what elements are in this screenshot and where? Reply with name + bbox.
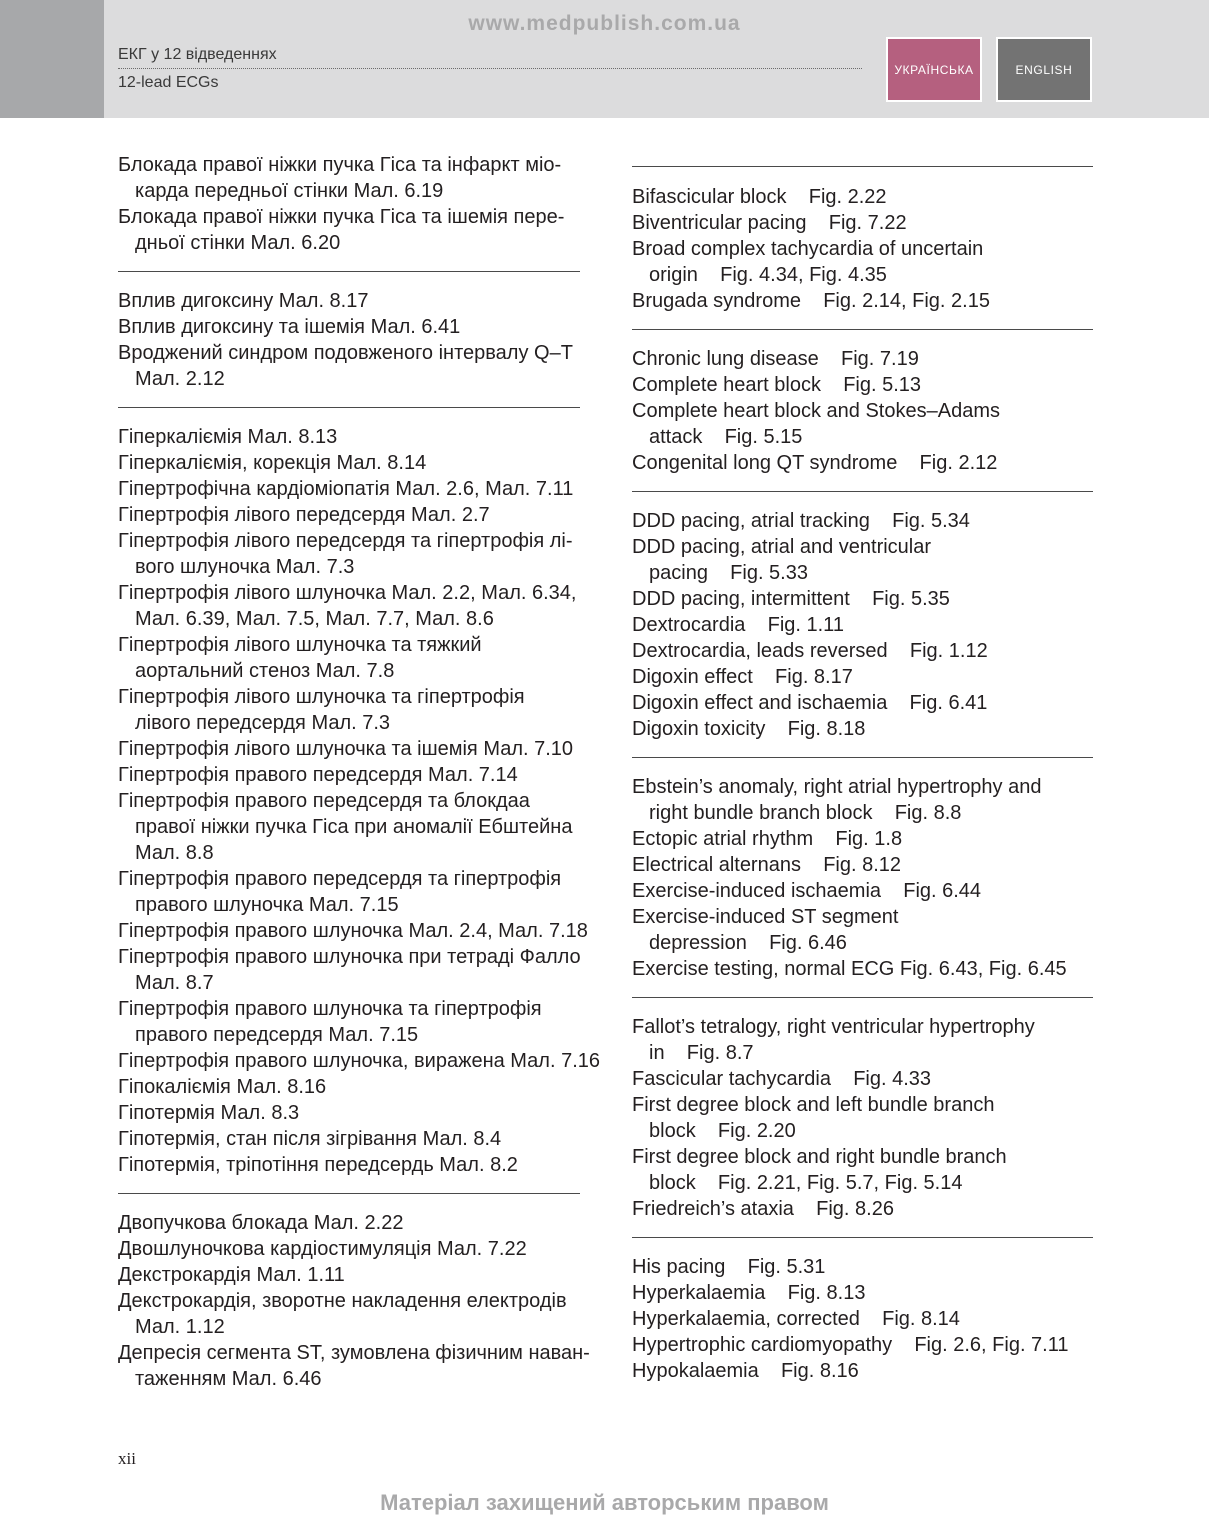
index-entry: Гіпертрофія лівого шлуночка Мал. 2.2, Мал. 6.34, Мал. 6.39, Мал. 7.5, Мал. 7.7, Мал. 8.6 [118,582,577,630]
index-entry: Гіпертрофія правого передсердя Мал. 7.14 [118,764,518,786]
index-entry: First degree block and right bundle branch block Fig. 2.21, Fig. 5.7, Fig. 5.14 [632,1146,1007,1194]
index-entry: Complete heart block and Stokes–Adams attack Fig. 5.15 [632,400,1000,448]
index-entry: Гіпертрофія правого шлуночка Мал. 2.4, Мал. 7.18 [118,920,588,942]
index-group [632,1254,1093,1384]
index-entry: Декстрокардія Мал. 1.11 [118,1264,345,1286]
index-entry: Декстрокардія, зворотне накладення електродів Мал. 1.12 [118,1290,567,1338]
index-entry: Гіпертрофія правого передсердя та гіпертрофія правого шлуночка Мал. 7.15 [118,868,562,916]
index-entry: Bifascicular block Fig. 2.22 [632,186,887,208]
index-entry: Блокада правої ніжки пучка Гіса та інфаркт міо- карда передньої стінки Мал. 6.19 [118,154,562,202]
index-group [118,424,601,1178]
index-entry: Ebstein’s anomaly, right atrial hypertrophy and right bundle branch block Fig. 8.8 [632,776,1042,824]
index-entry: Вроджений синдром подовженого інтервалу Q–T Мал. 2.12 [118,342,573,390]
index-entry: DDD pacing, atrial and ventricular pacing Fig. 5.33 [632,536,932,584]
index-group-divider [632,491,1093,492]
index-entry: Exercise testing, normal ECG Fig. 6.43, Fig. 6.45 [632,958,1067,980]
index-entry: Digoxin effect and ischaemia Fig. 6.41 [632,692,988,714]
index-group-divider [118,1193,580,1194]
index-entry: Депресія сегмента ST, зумовлена фізичним наван- таженням Мал. 6.46 [118,1342,590,1390]
index-entry: Dextrocardia, leads reversed Fig. 1.12 [632,640,988,662]
language-tab-english[interactable]: ENGLISH [996,37,1092,102]
index-entry: Digoxin toxicity Fig. 8.18 [632,718,866,740]
index-entry: DDD pacing, intermittent Fig. 5.35 [632,588,950,610]
index-entry: Broad complex tachycardia of uncertain origin Fig. 4.34, Fig. 4.35 [632,238,984,286]
index-entry: Гіпертрофія лівого передсердя та гіпертрофія лі- вого шлуночка Мал. 7.3 [118,530,573,578]
index-column-english [632,166,1093,1384]
index-entry: Гіперкаліємія Мал. 8.13 [118,426,338,448]
index-entry: Hyperkalaemia, corrected Fig. 8.14 [632,1308,960,1330]
index-group [118,1210,590,1392]
index-entry: Гіпотермія, тріпотіння передсердь Мал. 8.2 [118,1154,518,1176]
index-entry: Fascicular tachycardia Fig. 4.33 [632,1068,932,1090]
index-entry: Hypertrophic cardiomyopathy Fig. 2.6, Fig. 7.11 [632,1334,1069,1356]
index-entry: Двопучкова блокада Мал. 2.22 [118,1212,404,1234]
copyright-watermark: Матеріал захищений авторським правом [380,1490,829,1515]
index-entry: Гіпертрофічна кардіоміопатія Мал. 2.6, Мал. 7.11 [118,478,574,500]
index-entry: Ectopic atrial rhythm Fig. 1.8 [632,828,903,850]
index-entry: Dextrocardia Fig. 1.11 [632,614,844,636]
index-entry: Fallot’s tetralogy, right ventricular hypertrophy in Fig. 8.7 [632,1016,1035,1064]
index-entry: Congenital long QT syndrome Fig. 2.12 [632,452,998,474]
index-entry: Гіпертрофія правого шлуночка при тетраді Фалло Мал. 8.7 [118,946,581,994]
index-entry: Гіпотермія, стан після зігрівання Мал. 8.4 [118,1128,502,1150]
index-group-divider [632,329,1093,330]
index-entry: Brugada syndrome Fig. 2.14, Fig. 2.15 [632,290,990,312]
index-entry: DDD pacing, atrial tracking Fig. 5.34 [632,510,970,532]
index-entry: Двошлуночкова кардіостимуляція Мал. 7.22 [118,1238,527,1260]
index-entry: Гіпертрофія лівого шлуночка та тяжкий аортальний стеноз Мал. 7.8 [118,634,482,682]
index-entry: Гіпертрофія лівого шлуночка та ішемія Мал. 7.10 [118,738,574,760]
index-group [118,152,580,256]
index-entry: Electrical alternans Fig. 8.12 [632,854,902,876]
index-group-divider [632,1237,1093,1238]
index-group-divider [632,997,1093,998]
index-entry: Digoxin effect Fig. 8.17 [632,666,853,688]
index-group-divider [632,166,1093,167]
index-entry: Hypokalaemia Fig. 8.16 [632,1360,859,1382]
index-entry: Гіпертрофія лівого передсердя Мал. 2.7 [118,504,490,526]
index-entry: Гіпертрофія правого шлуночка та гіпертрофія правого передсердя Мал. 7.15 [118,998,542,1046]
language-tab-ukrainian[interactable]: УКРАЇНСЬКА [886,37,982,102]
index-group [632,774,1093,982]
index-group [632,508,1093,742]
index-entry: Гіпертрофія правого шлуночка, виражена Мал. 7.16 [118,1050,601,1072]
index-group-divider [632,757,1093,758]
book-title-english: 12-lead ECGs [118,74,219,91]
index-entry: Блокада правої ніжки пучка Гіса та ішемія пере- дньої стінки Мал. 6.20 [118,206,565,254]
index-entry: Hyperkalaemia Fig. 8.13 [632,1282,866,1304]
index-group-divider [118,271,580,272]
index-entry: Chronic lung disease Fig. 7.19 [632,348,919,370]
index-entry: Гіпертрофія правого передсердя та блокдаа правої ніжки пучка Гіса при аномалії Ебштейна Мал. 8.8 [118,790,573,864]
book-title-ukrainian: ЕКГ у 12 відведеннях [118,46,277,63]
index-group [632,184,1093,314]
watermark-url: www.medpublish.com.ua [468,12,741,35]
index-group [118,288,580,392]
index-entry: Biventricular pacing Fig. 7.22 [632,212,907,234]
index-group-divider [118,407,580,408]
index-entry: Гіпокаліємія Мал. 8.16 [118,1076,327,1098]
index-entry: His pacing Fig. 5.31 [632,1256,826,1278]
index-entry: Complete heart block Fig. 5.13 [632,374,922,396]
index-entry: Гіпотермія Мал. 8.3 [118,1102,300,1124]
index-entry: Friedreich’s ataxia Fig. 8.26 [632,1198,894,1220]
index-entry: Гіпертрофія лівого шлуночка та гіпертрофія лівого передсердя Мал. 7.3 [118,686,525,734]
index-entry: Вплив дигоксину Мал. 8.17 [118,290,369,312]
index-entry: First degree block and left bundle branch block Fig. 2.20 [632,1094,995,1142]
index-entry: Гіперкаліємія, корекція Мал. 8.14 [118,452,427,474]
index-group [632,1014,1093,1222]
index-entry: Exercise-induced ST segment depression Fig. 6.46 [632,906,899,954]
index-entry: Вплив дигоксину та ішемія Мал. 6.41 [118,316,461,338]
header-divider [118,68,862,69]
index-group [632,346,1093,476]
page-number: xii [118,1449,136,1468]
index-entry: Exercise-induced ischaemia Fig. 6.44 [632,880,982,902]
index-column-ukrainian [118,152,601,1392]
